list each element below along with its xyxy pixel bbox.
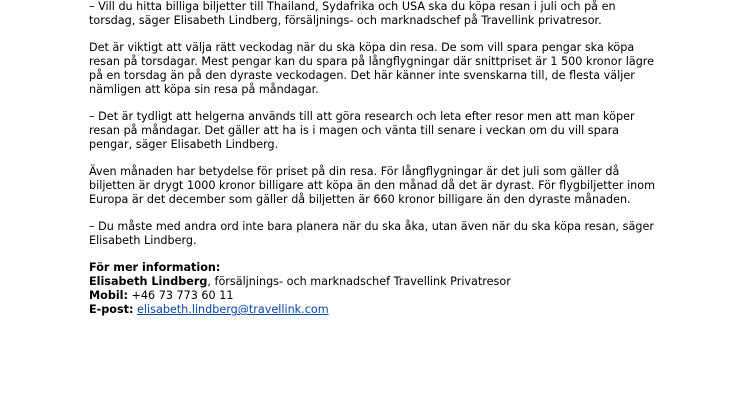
contact-heading: För mer information: xyxy=(89,261,221,274)
paragraph-weekday: Det är viktigt att välja rätt veckodag när du ska köpa din resa. De som vill spara pengar ska köpa resan på torsdagar. Mest pengar kan du spara på långflygningar där snittpriset är 1 500 kronor lägre på en torsdag än på den dyraste veckodagen. Det här känner inte svenskarna till, de flesta väljer nämligen att köpa sin resa på måndagar. xyxy=(89,41,655,96)
contact-mobile-line xyxy=(89,289,689,303)
article-body xyxy=(89,0,689,248)
contact-email-line xyxy=(89,303,689,317)
mobile-label: Mobil: xyxy=(89,289,128,302)
contact-block xyxy=(89,261,689,317)
mobile-number: +46 73 773 60 11 xyxy=(127,289,234,302)
document-page xyxy=(89,0,689,317)
email-label: E-post: xyxy=(89,303,134,316)
paragraph-month: Även månaden har betydelse för priset på din resa. För långflygningar är det juli som gäller då biljetten är drygt 1000 kronor billigare att köpa än den månad då det är dyrast. För flygbiljetter inom Europa är det december som gäller då biljetten är 660 kronor billigare än den dyraste månaden. xyxy=(89,165,656,206)
paragraph-intro-quote: – Vill du hitta billiga biljetter till Thailand, Sydafrika och USA ska du köpa resan i juli och på en torsdag, säger Elisabeth Lindberg, försäljnings- och marknadschef på Travellink privatresor. xyxy=(89,0,616,27)
paragraph-research-quote: – Det är tydligt att helgerna används till att göra research och leta efter resor men att man köper resan på måndagar. Det gäller att ha is i magen och vänta till senare i veckan om du vill spara pengar, säger Elisabeth Lindberg. xyxy=(89,110,635,151)
contact-name: Elisabeth Lindberg xyxy=(89,275,208,288)
contact-heading-line xyxy=(89,261,689,275)
email-link[interactable]: elisabeth.lindberg@travellink.com xyxy=(137,303,329,316)
paragraph-closing-quote: – Du måste med andra ord inte bara planera när du ska åka, utan även när du ska köpa resan, säger Elisabeth Lindberg. xyxy=(89,220,654,247)
contact-name-line xyxy=(89,275,689,289)
contact-title: , försäljnings- och marknadschef Travellink Privatresor xyxy=(207,275,511,288)
